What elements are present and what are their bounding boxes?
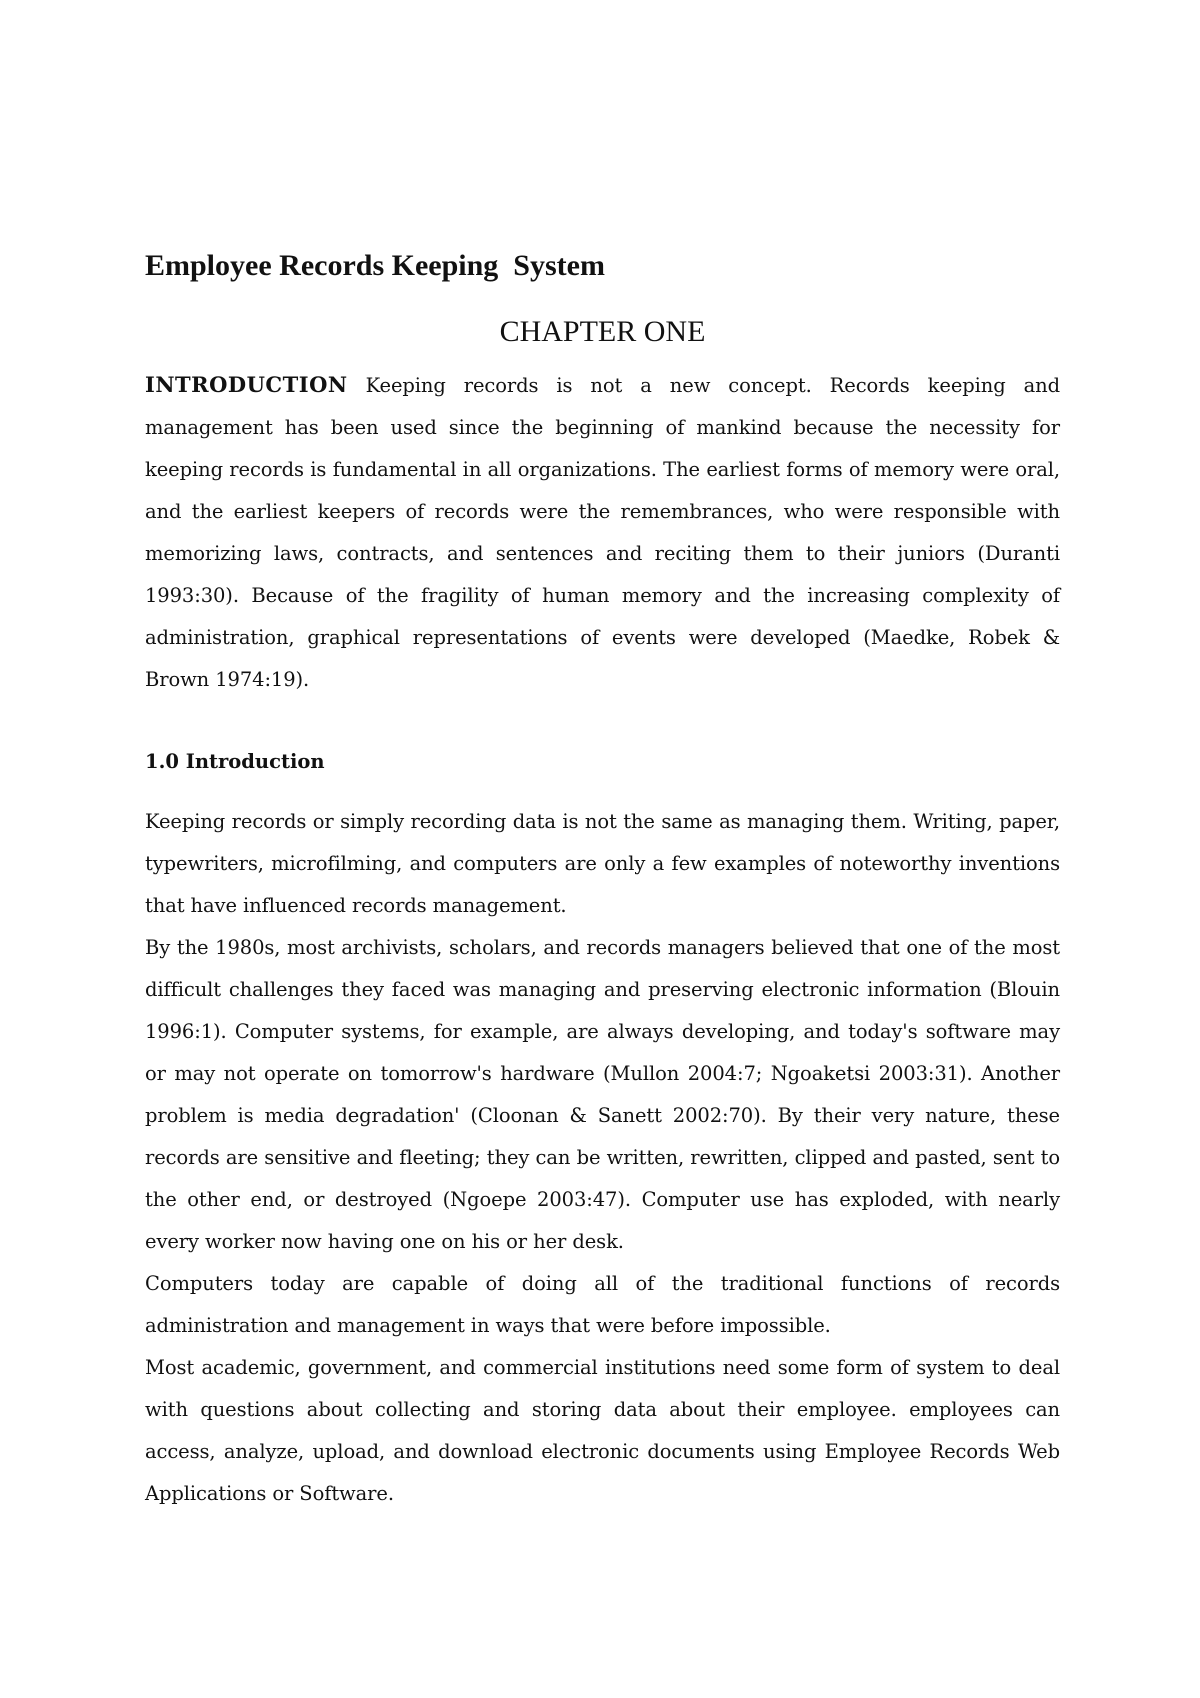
document-title: Employee Records Keeping System (145, 249, 605, 282)
section-heading: 1.0 Introduction (145, 750, 325, 773)
intro-lead-heading: INTRODUCTION (145, 372, 348, 397)
section-paragraph-1: Keeping records or simply recording data is not the same as managing them. Writing, paper, typewriters, microfilming, and computers are only a few examples of noteworthy inventions that have influenced records management. (145, 810, 1060, 917)
section-paragraph-2: By the 1980s, most archivists, scholars, and records managers believed that one of the most difficult challenges they faced was managing and preserving electronic information (Blouin 1996:1). Computer systems, for example, are always developing, and today's software may or may not operate on tomorrow's hardware (Mullon 2004:7; Ngoaketsi 2003:31). Another problem is media degradation' (Cloonan & Sanett 2002:70). By their very nature, these records are sensitive and fleeting; they can be written, rewritten, clipped and pasted, sent to the other end, or destroyed (Ngoepe 2003:47). Computer use has exploded, with nearly every worker now having one on his or her desk. (145, 936, 1060, 1253)
chapter-heading: CHAPTER ONE (499, 315, 706, 348)
intro-text: Keeping records is not a new concept. Records keeping and management has been used since the beginning of mankind because the necessity for keeping records is fundamental in all organizations. The earliest forms of memory were oral, and the earliest keepers of records were the remembrances, who were responsible with memorizing laws, contracts, and sentences and reciting them to their juniors (Duranti 1993:30). Because of the fragility of human memory and the increasing complexity of administration, graphical representations of events were developed (Maedke, Robek & Brown 1974:19). (145, 374, 1060, 691)
section-paragraph-4: Most academic, government, and commercial institutions need some form of system to deal with questions about collecting and storing data about their employee. employees can access, analyze, upload, and download electronic documents using Employee Records Web Applications or Software. (145, 1356, 1060, 1505)
intro-paragraph (145, 364, 1060, 701)
document-body (145, 248, 1060, 1515)
section-paragraph-3: Computers today are capable of doing all of the traditional functions of records administration and management in ways that were before impossible. (145, 1272, 1060, 1337)
